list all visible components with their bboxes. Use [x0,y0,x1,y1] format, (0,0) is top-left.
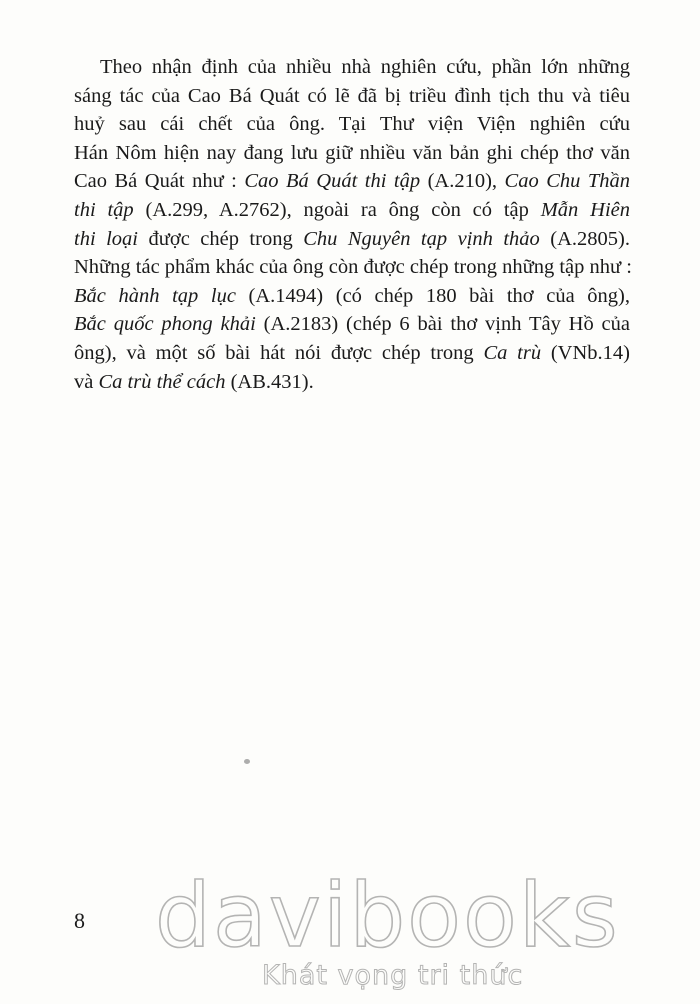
text-segment: Cao Bá Quát như : [74,170,245,193]
page-number: 8 [74,908,85,933]
text-line [74,167,630,196]
text-segment: (A.2805). [539,227,630,250]
text-line [74,368,630,397]
book-title-text: Chu Nguyên tạp vịnh thảo [303,227,540,250]
text-line [74,82,630,111]
text-line [74,310,630,339]
watermark-tagline: Khát vọng tri thức [262,960,524,991]
text-line [74,339,630,368]
text-segment: Những tác phẩm khác của ông còn được chép trong những tập như : [74,256,632,279]
text-segment: (A.210), [420,170,505,193]
text-line [74,110,630,139]
watermark-logo: davibooks [155,864,620,967]
text-line [74,196,630,225]
book-title-text: Ca trù thể cách [98,370,226,393]
book-title-text: thi tập [74,198,134,221]
text-segment: (VNb.14) [541,341,630,364]
text-segment: ông), và một số bài hát nói được chép trong [74,341,484,364]
text-line [74,253,630,282]
text-segment: (AB.431). [225,370,314,393]
text-segment: (A.2183) (chép 6 bài thơ vịnh Tây Hồ của [255,313,631,336]
text-segment: (A.299, A.2762), ngoài ra ông còn có tập [133,198,541,221]
book-title-text: Ca trù [483,341,542,364]
text-line [74,225,630,254]
book-title-text: Bắc quốc phong khải [74,313,256,336]
book-title-text: thi loại [74,227,139,250]
text-segment: (A.1494) (có chép 180 bài thơ của ông), [235,284,630,307]
body-paragraph [74,53,630,396]
print-speck [244,759,250,764]
text-segment: và [74,370,99,393]
text-segment: huỷ sau cái chết của ông. Tại Thư viện Viện nghiên cứu [74,113,630,136]
book-title-text: Bắc hành tạp lục [74,284,236,307]
text-segment: sáng tác của Cao Bá Quát có lẽ đã bị triều đình tịch thu và tiêu [74,84,630,107]
text-segment: được chép trong [138,227,304,250]
text-line [74,282,630,311]
text-segment: Hán Nôm hiện nay đang lưu giữ nhiều văn bản ghi chép thơ văn [74,141,630,164]
book-title-text: Cao Chu Thần [504,170,630,193]
book-title-text: Cao Bá Quát thi tập [244,170,421,193]
text-line [74,53,630,82]
book-title-text: Mẫn Hiên [540,198,630,221]
text-segment: Theo nhận định của nhiều nhà nghiên cứu, phần lớn những [100,56,630,78]
text-line [74,139,630,168]
